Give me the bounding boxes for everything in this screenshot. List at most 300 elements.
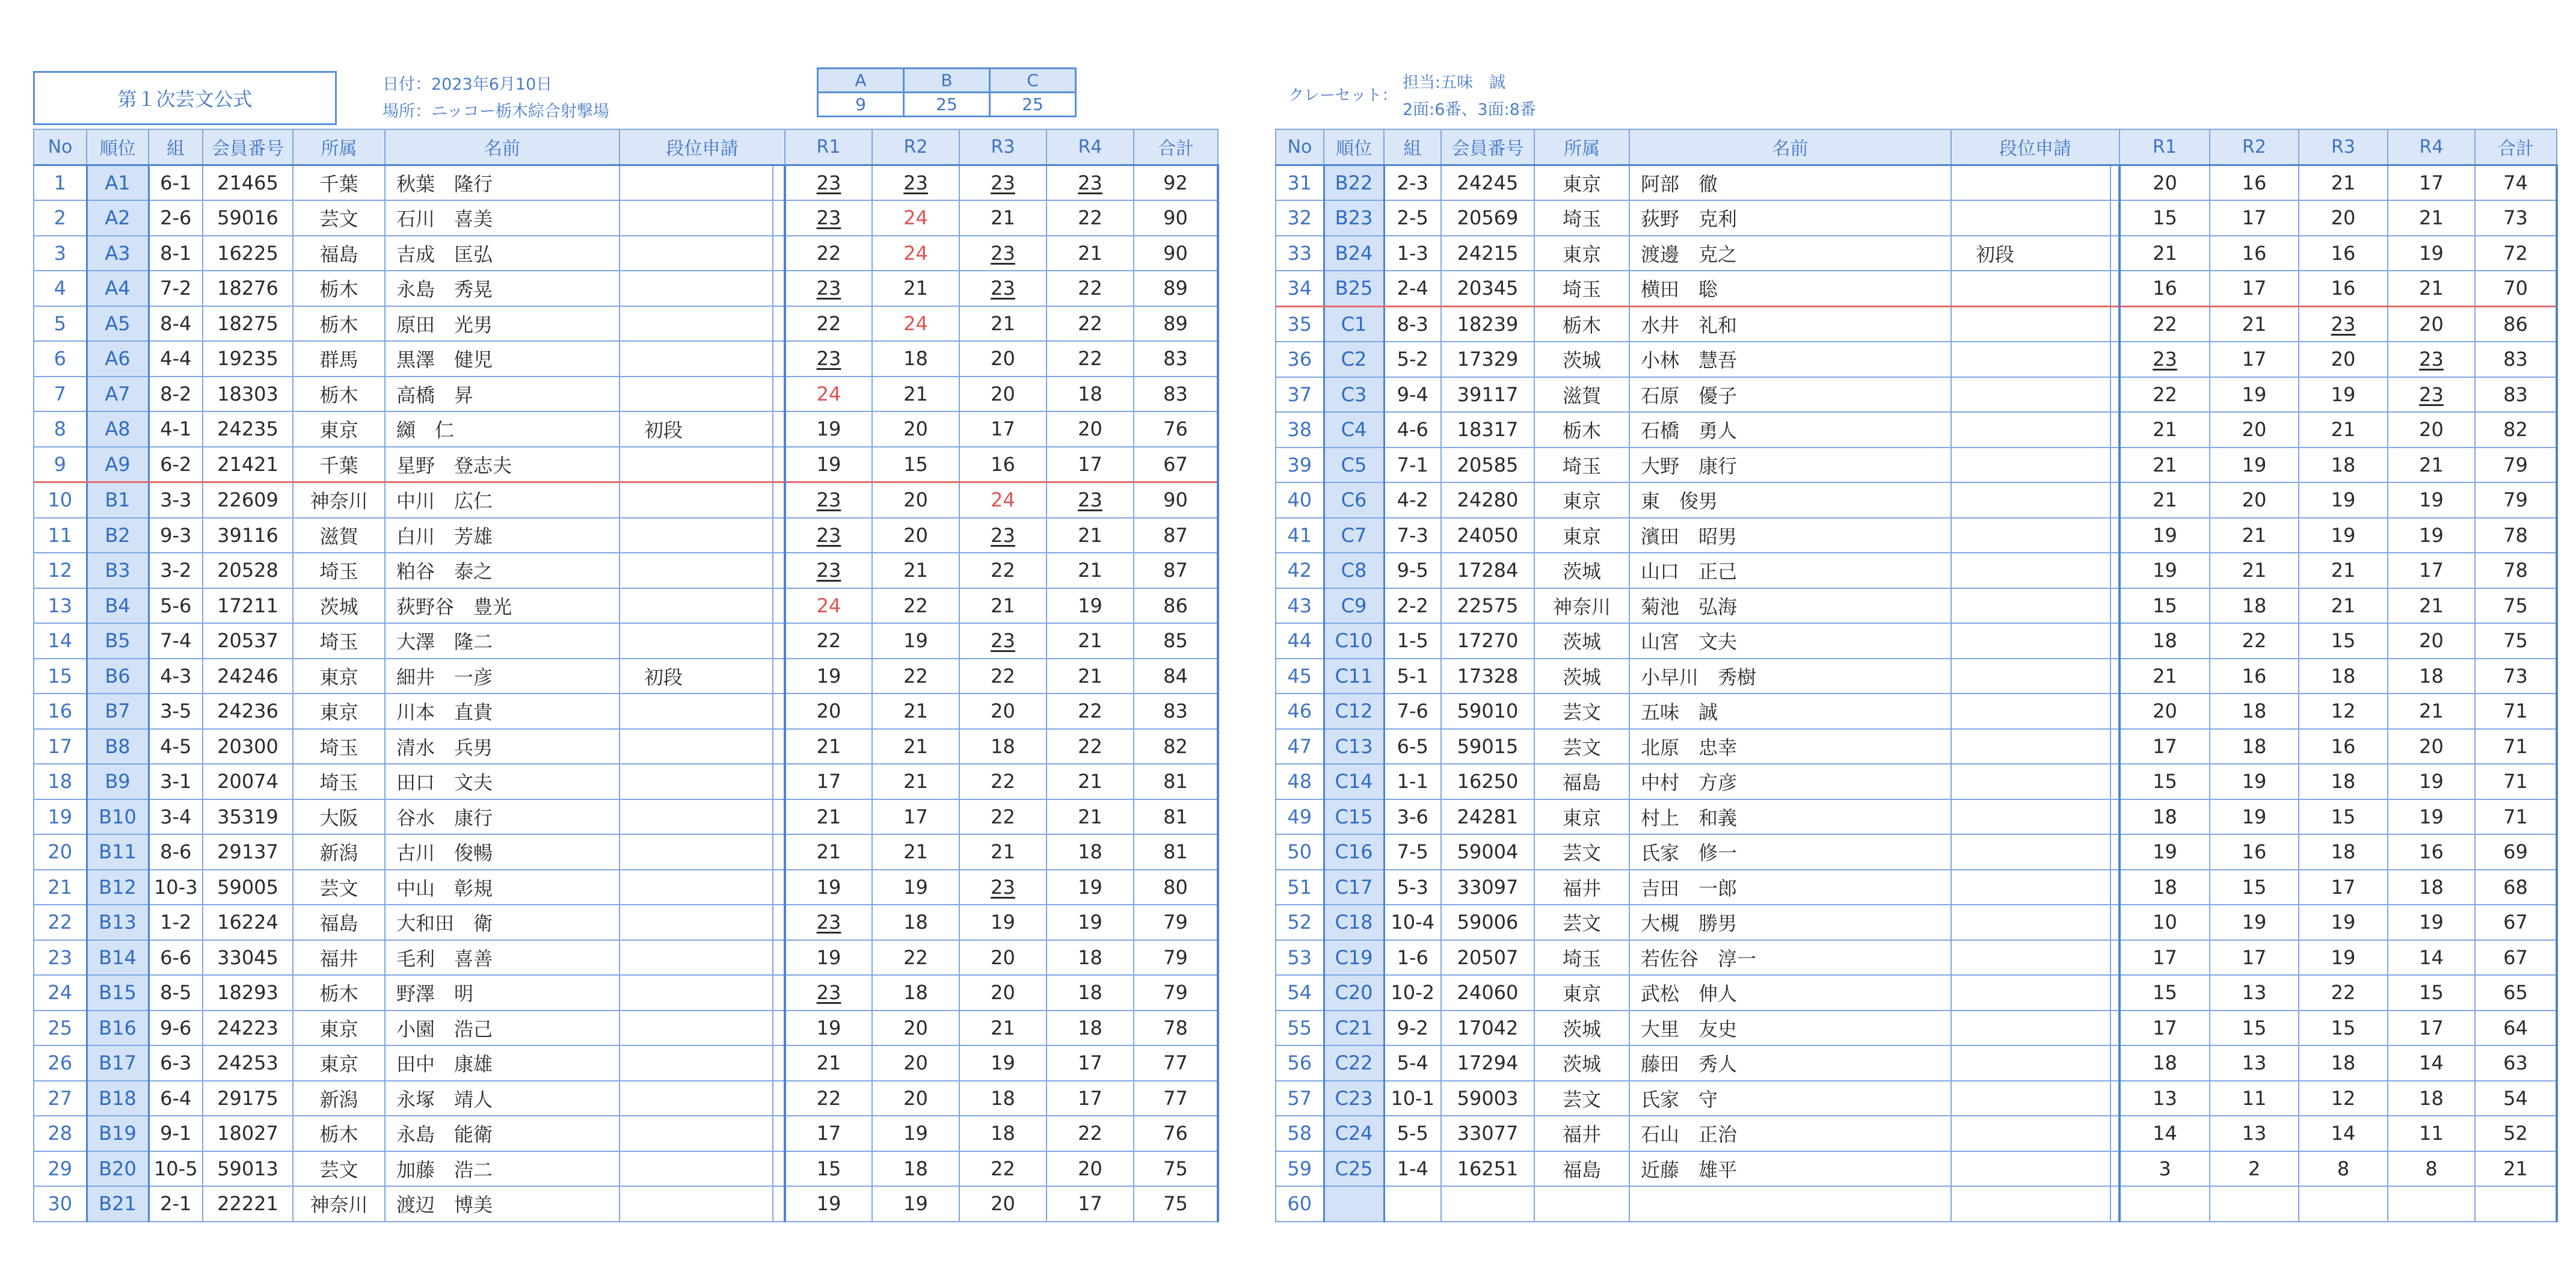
r3-cell — [959, 1151, 1047, 1187]
table-row — [1276, 834, 2557, 870]
group-value: 6-2 — [160, 452, 192, 476]
r4-cell — [2388, 1011, 2475, 1046]
member-number-cell — [203, 377, 293, 412]
grade-spacer-cell — [2110, 694, 2120, 729]
column-header-no: No — [1276, 129, 1324, 165]
member-number-cell — [1441, 588, 1534, 624]
affiliation-cell — [1534, 975, 1629, 1011]
r2-value: 21 — [903, 770, 928, 793]
r4-cell — [1047, 764, 1134, 799]
total-value: 79 — [2503, 453, 2528, 476]
r2-cell — [872, 623, 959, 659]
total-value: 83 — [1163, 700, 1188, 723]
r2-cell — [2210, 553, 2299, 588]
group-value: 5-3 — [1397, 875, 1428, 899]
r3-cell — [959, 588, 1047, 624]
affiliation-cell — [1534, 1116, 1629, 1151]
member-number-cell — [203, 905, 293, 940]
total-cell — [2475, 975, 2557, 1011]
r3-value: 23 — [991, 171, 1015, 194]
rank-cell — [87, 694, 149, 729]
r2-cell — [2210, 1045, 2299, 1081]
r2-value: 18 — [903, 911, 928, 934]
member-number-cell — [1441, 518, 1534, 553]
affiliation-cell — [1534, 553, 1629, 588]
grade-spacer-cell — [2110, 306, 2120, 342]
rank-value: B17 — [99, 1051, 137, 1075]
group-value: 8-4 — [160, 312, 192, 335]
total-value: 52 — [2503, 1122, 2528, 1145]
r2-cell — [2210, 940, 2299, 976]
r2-value: 13 — [2242, 981, 2267, 1005]
member-number-cell — [203, 447, 293, 482]
r4-value: 23 — [1078, 171, 1102, 194]
rank-value: C21 — [1335, 1016, 1373, 1039]
r1-cell — [785, 1081, 872, 1116]
r1-value: 17 — [2153, 734, 2177, 758]
rank-value: B2 — [105, 523, 131, 547]
r3-cell — [959, 1186, 1047, 1222]
group-cell — [1384, 165, 1441, 200]
no-value: 1 — [54, 171, 66, 194]
affiliation-cell — [293, 271, 385, 306]
group-value: 3-1 — [160, 770, 192, 793]
member-number-value: 29137 — [217, 840, 278, 864]
table-row — [34, 271, 1218, 306]
affiliation-value: 埼玉 — [1562, 454, 1601, 478]
r2-value: 17 — [2242, 946, 2267, 969]
grade-application-cell — [619, 694, 773, 729]
rank-value: C17 — [1335, 875, 1373, 899]
r4-value: 11 — [2419, 1122, 2444, 1145]
member-number-cell — [203, 1081, 293, 1116]
rank-value: C14 — [1335, 770, 1373, 793]
grade-spacer-cell — [2110, 1116, 2120, 1151]
no-value: 41 — [1287, 523, 1312, 547]
r4-value: 23 — [1078, 488, 1102, 512]
r3-cell — [959, 1045, 1047, 1081]
member-number-cell — [1441, 165, 1534, 200]
r2-cell — [872, 905, 959, 940]
r3-value: 18 — [991, 1122, 1015, 1145]
r4-value: 21 — [1078, 241, 1102, 265]
rank-cell — [1324, 834, 1384, 870]
r3-cell — [959, 623, 1047, 659]
group-cell — [1384, 694, 1441, 729]
member-number-cell — [1441, 799, 1534, 835]
r2-cell — [2210, 799, 2299, 835]
member-number-value: 22609 — [217, 488, 278, 512]
affiliation-cell — [293, 870, 385, 905]
r3-cell — [959, 834, 1047, 870]
r3-cell — [959, 306, 1047, 342]
member-number-value: 20537 — [217, 629, 278, 653]
group-value: 6-3 — [160, 1051, 192, 1075]
group-cell — [149, 200, 203, 236]
name-cell — [1629, 729, 1951, 765]
r3-value: 22 — [991, 770, 1015, 793]
no-value: 51 — [1287, 875, 1312, 899]
rank-value: C6 — [1341, 488, 1367, 512]
r4-value: 18 — [2419, 875, 2444, 899]
no-value: 9 — [54, 452, 66, 476]
r4-cell — [1047, 1081, 1134, 1116]
name-value: 川本 直貴 — [396, 701, 493, 724]
column-header-rank: 順位 — [1324, 129, 1384, 165]
group-value: 7-2 — [160, 277, 192, 300]
affiliation-value: 栃木 — [319, 313, 358, 336]
rank-cell — [87, 659, 149, 694]
rank-value: C18 — [1335, 911, 1373, 934]
rank-value: B11 — [99, 840, 137, 864]
total-cell — [1134, 799, 1218, 835]
total-cell — [2475, 1151, 2557, 1187]
name-cell — [385, 1151, 619, 1187]
rank-cell — [1324, 729, 1384, 765]
total-cell — [1134, 940, 1218, 976]
member-number-value: 21465 — [217, 171, 278, 194]
member-number-value: 24246 — [217, 664, 278, 688]
name-value: 濱田 昭男 — [1641, 525, 1738, 548]
name-value: 阿部 徹 — [1641, 172, 1718, 195]
r1-value: 19 — [816, 946, 841, 969]
r4-cell — [1047, 975, 1134, 1011]
group-value: 10-2 — [1391, 981, 1435, 1005]
grade-application-cell — [1951, 975, 2110, 1011]
class-a-label: A — [818, 69, 904, 93]
member-number-cell — [203, 764, 293, 799]
r3-value: 16 — [2331, 734, 2356, 758]
r2-value: 13 — [2242, 1051, 2267, 1075]
total-value: 67 — [2503, 946, 2528, 969]
r4-value: 19 — [2419, 241, 2444, 265]
no-value: 21 — [48, 875, 73, 899]
r1-value: 22 — [816, 241, 841, 265]
r2-value: 19 — [903, 1192, 928, 1216]
grade-spacer-cell — [773, 482, 785, 518]
no-cell — [1276, 1081, 1324, 1116]
no-cell — [1276, 975, 1324, 1011]
r2-cell — [872, 447, 959, 482]
affiliation-value: 福島 — [319, 912, 358, 935]
field-layout-label: 2面:6番、3面:8番 — [1403, 100, 1536, 119]
r3-cell — [959, 200, 1047, 236]
r1-cell — [2120, 165, 2210, 200]
rank-value: B4 — [105, 594, 131, 617]
total-value: 86 — [2503, 312, 2528, 336]
total-value: 69 — [2503, 840, 2528, 864]
table-row — [34, 940, 1218, 976]
r4-cell — [2388, 448, 2475, 483]
affiliation-cell — [293, 623, 385, 659]
r2-cell — [872, 1011, 959, 1046]
group-value: 9-6 — [160, 1016, 192, 1039]
total-cell — [2475, 1186, 2557, 1222]
group-value: 7-4 — [160, 629, 192, 653]
group-cell — [1384, 518, 1441, 553]
total-value: 70 — [2503, 277, 2528, 300]
r3-cell — [2299, 764, 2388, 799]
r1-value: 15 — [2153, 594, 2177, 617]
total-value: 92 — [1163, 171, 1188, 194]
group-value: 8-1 — [160, 241, 192, 265]
no-value: 16 — [48, 700, 73, 723]
r3-value: 23 — [991, 241, 1015, 265]
no-value: 17 — [48, 734, 73, 758]
r4-cell — [1047, 482, 1134, 518]
column-header-r2: R2 — [872, 129, 959, 165]
r2-cell — [872, 553, 959, 588]
member-number-value: 24245 — [1457, 171, 1519, 194]
affiliation-value: 東京 — [1562, 525, 1601, 548]
no-cell — [1276, 553, 1324, 588]
member-number-cell — [203, 165, 293, 200]
total-cell — [2475, 342, 2557, 377]
r3-cell — [959, 1081, 1047, 1116]
no-cell — [34, 1186, 87, 1222]
grade-application-cell — [619, 482, 773, 518]
member-number-value: 20300 — [217, 734, 278, 758]
no-value: 7 — [54, 382, 66, 405]
affiliation-cell — [293, 659, 385, 694]
r1-cell — [785, 447, 872, 482]
r1-cell — [2120, 975, 2210, 1011]
affiliation-cell — [1534, 659, 1629, 694]
total-cell — [1134, 588, 1218, 624]
r1-value: 24 — [816, 382, 841, 405]
r3-value: 21 — [991, 594, 1015, 617]
name-value: 氏家 守 — [1641, 1088, 1718, 1111]
column-header-grade-application: 段位申請 — [619, 129, 785, 165]
group-value: 2-1 — [160, 1192, 192, 1216]
no-cell — [34, 799, 87, 835]
r1-cell — [785, 341, 872, 377]
total-value: 67 — [2503, 911, 2528, 934]
r1-value: 17 — [2153, 1016, 2177, 1039]
group-cell — [149, 729, 203, 765]
no-cell — [34, 1151, 87, 1187]
rank-cell — [87, 975, 149, 1011]
affiliation-cell — [293, 306, 385, 342]
grade-spacer-cell — [2110, 940, 2120, 976]
r2-cell — [2210, 623, 2299, 659]
affiliation-value: 神奈川 — [310, 1193, 368, 1217]
member-number-value: 59004 — [1457, 840, 1519, 864]
r4-value: 19 — [1078, 875, 1102, 899]
r4-cell — [1047, 659, 1134, 694]
r2-value: 19 — [2242, 453, 2267, 476]
rank-cell — [87, 518, 149, 553]
no-value: 24 — [48, 981, 73, 1005]
grade-application-cell — [619, 1186, 773, 1222]
column-header-r2: R2 — [2210, 129, 2299, 165]
rank-value: B16 — [99, 1016, 137, 1039]
group-value: 8-5 — [160, 981, 192, 1005]
affiliation-value: 茨城 — [1562, 665, 1601, 689]
r1-value: 18 — [2153, 629, 2177, 653]
total-cell — [2475, 905, 2557, 940]
name-cell — [1629, 377, 1951, 413]
group-cell — [1384, 834, 1441, 870]
r3-cell — [2299, 940, 2388, 976]
total-value: 79 — [1163, 981, 1188, 1005]
no-cell — [1276, 1011, 1324, 1046]
total-value: 75 — [2503, 594, 2528, 617]
r4-value: 20 — [2419, 629, 2444, 653]
r2-cell — [872, 1081, 959, 1116]
member-number-cell — [1441, 659, 1534, 694]
column-header-r1: R1 — [785, 129, 872, 165]
group-value: 6-6 — [160, 946, 192, 969]
total-value: 83 — [2503, 348, 2528, 371]
member-number-value: 24050 — [1457, 523, 1519, 547]
rank-cell — [1324, 1186, 1384, 1222]
r1-value: 22 — [816, 1086, 841, 1110]
member-number-cell — [203, 1186, 293, 1222]
rank-cell — [1324, 342, 1384, 377]
rank-cell — [87, 271, 149, 306]
table-row — [34, 1186, 1218, 1222]
member-number-value: 16250 — [1457, 770, 1519, 793]
r3-cell — [2299, 271, 2388, 306]
affiliation-cell — [1534, 940, 1629, 976]
grade-spacer-cell — [773, 165, 785, 200]
member-number-value: 24236 — [217, 700, 278, 723]
affiliation-value: 栃木 — [319, 278, 358, 301]
no-value: 31 — [1287, 171, 1312, 194]
group-value: 3-2 — [160, 559, 192, 582]
r2-cell — [2210, 659, 2299, 694]
r4-value: 15 — [2419, 981, 2444, 1005]
grade-spacer-cell — [773, 411, 785, 447]
r1-value: 23 — [816, 911, 841, 934]
r4-value: 22 — [1078, 312, 1102, 335]
total-cell — [1134, 271, 1218, 306]
total-cell — [2475, 377, 2557, 413]
group-value: 6-1 — [160, 171, 192, 194]
group-cell — [149, 482, 203, 518]
r1-value: 21 — [2153, 664, 2177, 688]
affiliation-cell — [1534, 1011, 1629, 1046]
r2-cell — [872, 729, 959, 765]
r4-cell — [2388, 905, 2475, 940]
name-value: 大澤 隆二 — [396, 630, 493, 654]
r4-value: 18 — [1078, 382, 1102, 405]
member-number-cell — [1441, 694, 1534, 729]
total-cell — [2475, 623, 2557, 659]
r1-cell — [785, 975, 872, 1011]
rank-cell — [87, 764, 149, 799]
r2-cell — [872, 799, 959, 835]
member-number-cell — [1441, 1186, 1534, 1222]
r3-value: 23 — [991, 875, 1015, 899]
table-row — [1276, 412, 2557, 448]
group-value: 7-1 — [1397, 453, 1428, 476]
affiliation-value: 群馬 — [319, 348, 358, 372]
name-cell — [1629, 1011, 1951, 1046]
class-a-count: 9 — [818, 93, 904, 117]
group-value: 5-2 — [1397, 348, 1428, 371]
table-row — [34, 764, 1218, 799]
no-cell — [34, 623, 87, 659]
member-number-value: 19235 — [217, 347, 278, 371]
r1-cell — [2120, 1011, 2210, 1046]
total-value: 78 — [1163, 1016, 1188, 1039]
rank-cell — [1324, 377, 1384, 413]
r3-cell — [2299, 659, 2388, 694]
no-cell — [34, 659, 87, 694]
name-value: 石原 優子 — [1641, 384, 1738, 407]
total-cell — [1134, 341, 1218, 377]
document-title: 第１次芸文公式 — [33, 71, 337, 125]
total-cell — [1134, 975, 1218, 1011]
name-value: 田中 康雄 — [396, 1053, 493, 1076]
r2-cell — [2210, 306, 2299, 342]
grade-application-cell — [1951, 448, 2110, 483]
r3-cell — [2299, 377, 2388, 413]
r4-cell — [1047, 588, 1134, 624]
table-row — [1276, 518, 2557, 553]
member-number-cell — [203, 659, 293, 694]
total-cell — [1134, 870, 1218, 905]
r1-cell — [785, 1186, 872, 1222]
r3-value: 15 — [2331, 1016, 2356, 1039]
rank-cell — [1324, 482, 1384, 518]
r2-cell — [2210, 588, 2299, 624]
r1-value: 22 — [2153, 383, 2177, 406]
table-row — [1276, 623, 2557, 659]
r4-cell — [2388, 975, 2475, 1011]
r1-value: 21 — [2153, 418, 2177, 442]
no-cell — [34, 236, 87, 271]
grade-application-cell — [1951, 165, 2110, 200]
group-cell — [1384, 200, 1441, 236]
r1-value: 21 — [2153, 453, 2177, 476]
class-c-label: C — [990, 69, 1076, 93]
member-number-value: 16251 — [1457, 1157, 1519, 1180]
r2-cell — [2210, 377, 2299, 413]
group-value: 4-4 — [160, 347, 192, 371]
no-cell — [1276, 236, 1324, 271]
rank-value: B18 — [99, 1086, 137, 1110]
rank-cell — [87, 799, 149, 835]
member-number-value: 29175 — [217, 1086, 278, 1110]
affiliation-value: 福井 — [1562, 1123, 1601, 1146]
r2-value: 18 — [903, 1157, 928, 1180]
r4-cell — [1047, 1151, 1134, 1187]
r3-value: 20 — [991, 347, 1015, 371]
no-cell — [34, 975, 87, 1011]
rank-value: B24 — [1335, 241, 1373, 265]
grade-spacer-cell — [2110, 764, 2120, 799]
name-value: 石橋 勇人 — [1641, 419, 1738, 443]
r3-cell — [959, 411, 1047, 447]
r4-value: 23 — [2419, 348, 2444, 371]
group-cell — [149, 1011, 203, 1046]
r1-cell — [785, 694, 872, 729]
no-cell — [1276, 659, 1324, 694]
rank-value: B22 — [1335, 171, 1373, 194]
total-cell — [1134, 553, 1218, 588]
group-value: 6-4 — [160, 1086, 192, 1110]
rank-cell — [87, 553, 149, 588]
grade-application-cell — [1951, 1011, 2110, 1046]
affiliation-cell — [293, 729, 385, 765]
r3-value: 20 — [2331, 206, 2356, 230]
group-cell — [149, 834, 203, 870]
grade-application-cell — [1951, 236, 2110, 271]
member-number-value: 59013 — [217, 1157, 278, 1180]
